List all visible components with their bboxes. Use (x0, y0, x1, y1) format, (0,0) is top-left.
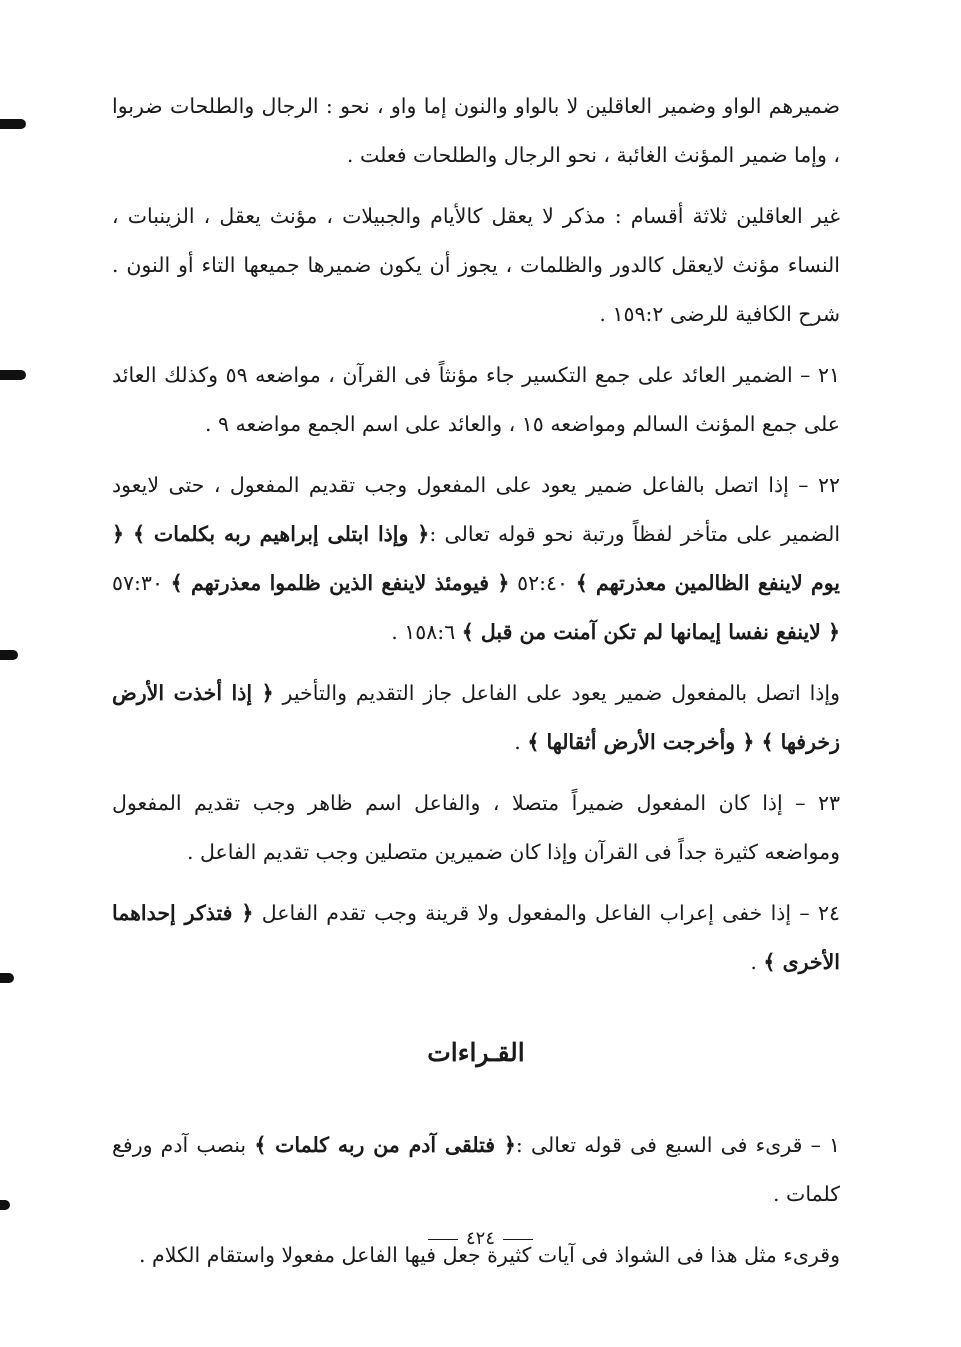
paragraph-text: وقرىء مثل هذا فى الشواذ فى آيات كثيرة جعل فيها الفاعل مفعولا واستقام الكلام . (138, 1243, 840, 1267)
paragraph (112, 889, 840, 987)
page-number: ٤٢٤ (465, 1228, 495, 1249)
paragraph (112, 82, 840, 180)
paragraph-text: ٢١ – الضمير العائد على جمع التكسير جاء مؤنثاً فى القرآن ، مواضعه ٥٩ وكذلك العائد على جمع المؤنث السالم ومواضعه ١٥ ، والعائد على اسم الجمع مواضعه ٩ . (112, 363, 840, 436)
binding-mark (0, 650, 18, 660)
paragraph (112, 779, 840, 877)
footer-dash (428, 1239, 458, 1240)
paragraph (112, 192, 840, 339)
quran-quote: ﴿ فتذكر إحداهما الأخرى ﴾ (112, 901, 840, 974)
section-text (112, 1121, 840, 1280)
paragraph (112, 351, 840, 449)
quran-quote: ﴿ لاينفع نفسا إيمانها لم تكن آمنت من قبل ﴾ (461, 620, 840, 644)
paragraph-text: ٢٣ – إذا كان المفعول ضميراً متصلا ، والفاعل اسم ظاهر وجب تقديم المفعول ومواضعه كثيرة جداً فى القرآن وإذا كان ضميرين متصلين وجب تقديم الفاعل . (112, 791, 840, 864)
page-body (112, 82, 840, 1292)
paragraph-text: ٢٤ – إذا خفى إعراب الفاعل والمفعول ولا قرينة وجب تقدم الفاعل (253, 901, 840, 925)
quran-quote: ﴿ وإذا ابتلى إبراهيم ربه بكلمات ﴾ ﴿ يوم لاينفع الظالمين معذرتهم ﴾ (112, 522, 840, 595)
binding-mark (0, 370, 26, 380)
paragraph-text: . (750, 950, 764, 974)
paragraph-text: ١ – قرىء فى السبع فى قوله تعالى : (515, 1133, 841, 1157)
main-text (112, 82, 840, 987)
quran-quote: ﴿ فيومئذ لاينفع الذين ظلموا معذرتهم ﴾ (170, 571, 510, 595)
paragraph (112, 1121, 840, 1219)
paragraph-text: ٥٧:٣٠ (112, 571, 171, 595)
paragraph-text: ضميرهم الواو وضمير العاقلين لا بالواو والنون إما واو ، نحو : الرجال والطلحات ضربوا ، وإما ضمير المؤنث الغائبة ، نحو الرجال والطلحات فعلت . (112, 94, 840, 167)
paragraph-text: ٢٢ – إذا اتصل بالفاعل ضمير يعود على المفعول وجب تقديم المفعول ، حتى لايعود الضمير على متأخر لفظاً ورتبة نحو قوله تعالى : (112, 473, 841, 546)
paragraph-text: ١٥٨:٦ . (391, 620, 462, 644)
paragraph-text: بنصب آدم ورفع كلمات . (112, 1133, 840, 1206)
quran-quote: ﴿ فتلقى آدم من ربه كلمات ﴾ (254, 1133, 516, 1157)
paragraph (112, 461, 840, 657)
paragraph-text: ٥٢:٤٠ (509, 571, 576, 595)
paragraph-text: . (514, 730, 528, 754)
paragraph (112, 669, 840, 767)
quran-quote: ﴿ إذا أخذت الأرض زخرفها ﴾ ﴿ وأخرجت الأرض أثقالها ﴾ (112, 681, 840, 754)
paragraph-text: غير العاقلين ثلاثة أقسام : مذكر لا يعقل كالأيام والجبيلات ، مؤنث يعقل ، الزينبات ، النساء مؤنث لايعقل كالدور والظلمات ، يجوز أن يكون ضميرها جميعها التاء أو النون . شرح الكافية للرضى ١٥٩:٢ . (112, 204, 840, 326)
binding-mark (0, 119, 26, 129)
paragraph-text: وإذا اتصل بالمفعول ضمير يعود على الفاعل جاز التقديم والتأخير (273, 681, 840, 705)
binding-mark (0, 1200, 10, 1210)
page-footer (0, 1228, 961, 1249)
binding-mark (0, 973, 14, 983)
footer-dash (503, 1239, 533, 1240)
section-heading: القـراءات (427, 1038, 525, 1067)
